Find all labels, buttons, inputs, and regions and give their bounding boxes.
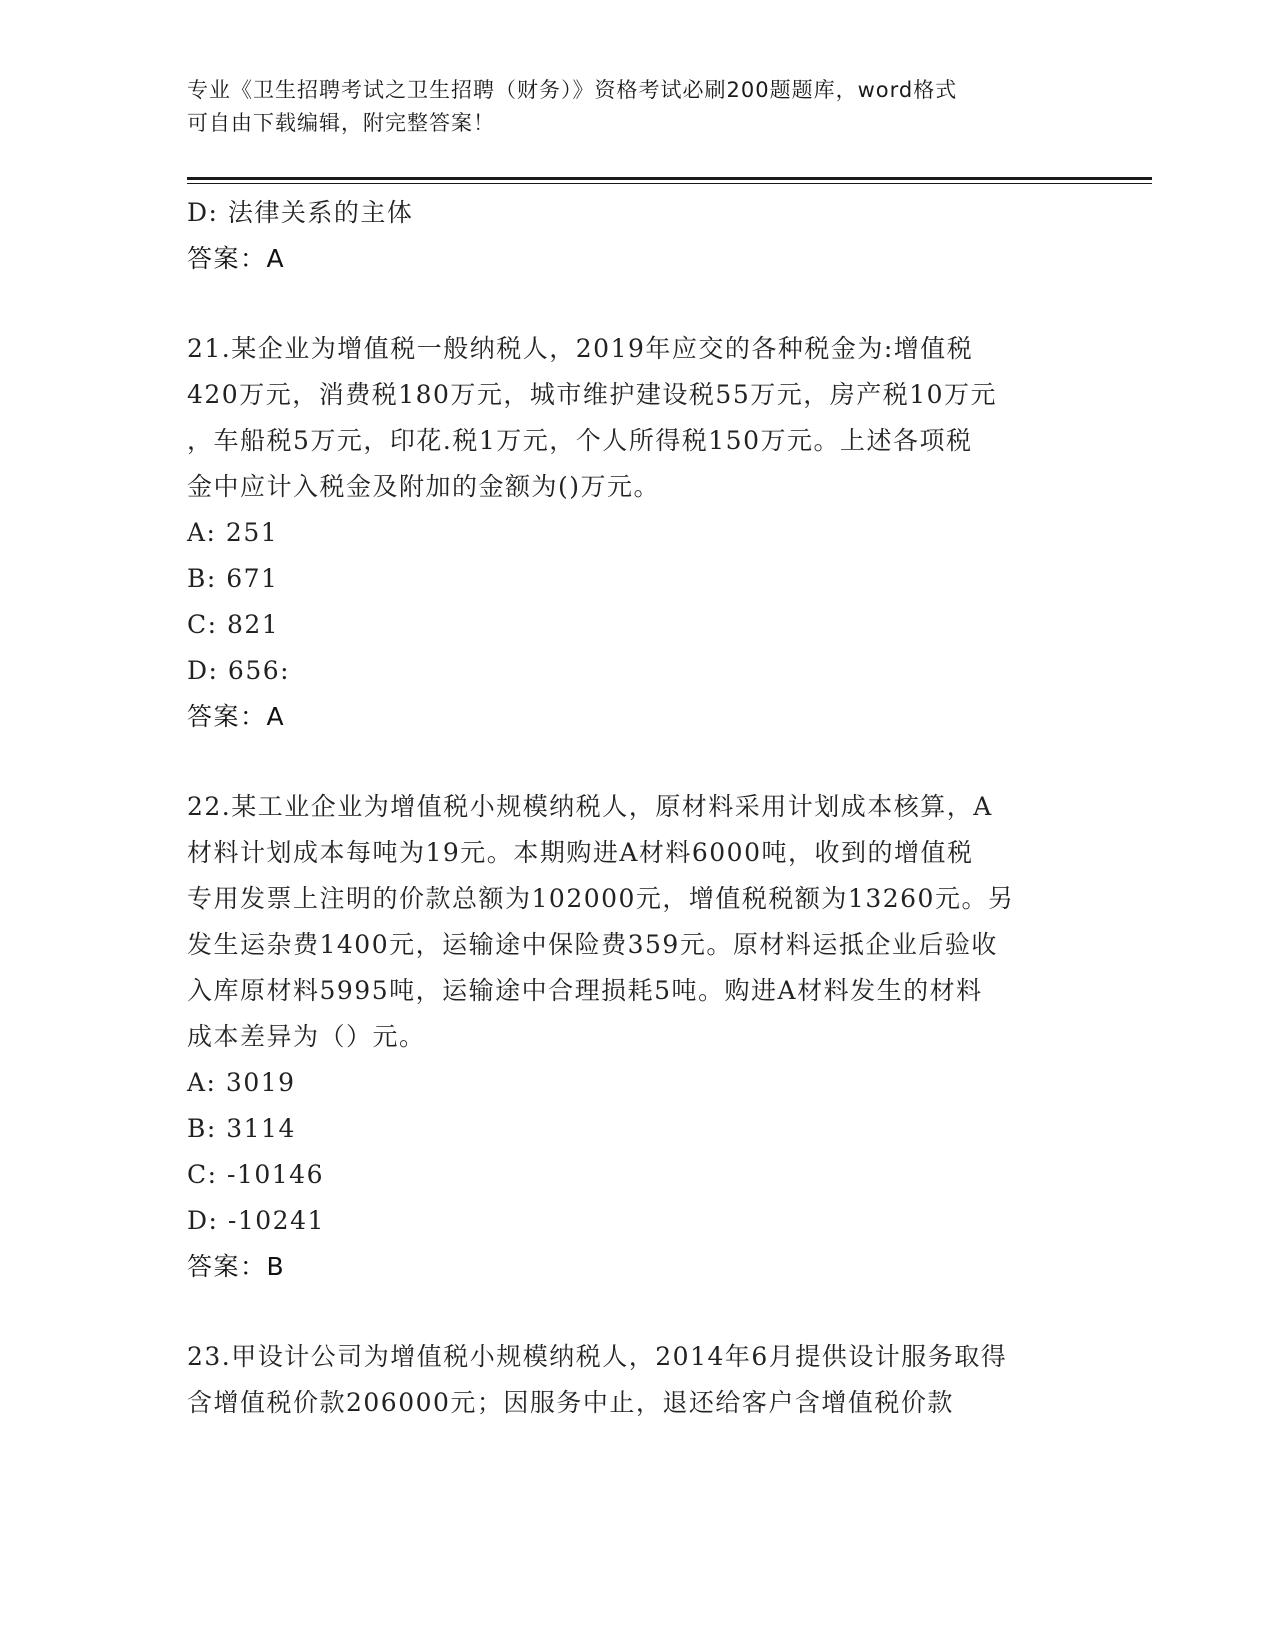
question-23-line-2: 含增值税价款206000元；因服务中止，退还给客户含增值税价款 — [187, 1388, 954, 1417]
question-21-answer: 答案：A — [187, 702, 286, 731]
header-rule-thick — [187, 177, 1152, 180]
spacer — [187, 740, 1087, 784]
question-21-option-a: A: 251 — [187, 518, 279, 547]
question-21 — [187, 326, 1087, 740]
question-22-line-5: 入库原材料5995吨，运输途中合理损耗5吨。购进A材料发生的材料 — [187, 976, 983, 1005]
document-content — [187, 190, 1087, 1426]
question-21-line-4: 金中应计入税金及附加的金额为()万元。 — [187, 472, 661, 501]
question-21-line-2: 420万元，消费税180万元，城市维护建设税55万元，房产税10万元 — [187, 380, 998, 409]
question-22-line-3: 专用发票上注明的价款总额为102000元，增值税税额为13260元。另 — [187, 884, 1015, 913]
spacer — [187, 1290, 1087, 1334]
header-rule-thin — [187, 183, 1152, 184]
question-22-option-c: C: -10146 — [187, 1160, 324, 1189]
question-22-option-d: D: -10241 — [187, 1206, 325, 1235]
question-21-line-1: 21.某企业为增值税一般纳税人，2019年应交的各种税金为:增值税 — [187, 334, 974, 363]
prev-answer: 答案：A — [187, 244, 286, 273]
question-23 — [187, 1334, 1087, 1426]
question-22-line-1: 22.某工业企业为增值税小规模纳税人，原材料采用计划成本核算，A — [187, 792, 993, 821]
question-22-line-4: 发生运杂费1400元，运输途中保险费359元。原材料运抵企业后验收 — [187, 930, 998, 959]
prev-option-d: D: 法律关系的主体 — [187, 198, 414, 227]
question-22 — [187, 784, 1087, 1290]
question-22-option-a: A: 3019 — [187, 1068, 296, 1097]
question-21-option-c: C: 821 — [187, 610, 280, 639]
header-line-2: 可自由下载编辑，附完整答案！ — [187, 111, 495, 135]
question-23-line-1: 23.甲设计公司为增值税小规模纳税人，2014年6月提供设计服务取得 — [187, 1342, 1008, 1371]
question-22-answer: 答案：B — [187, 1252, 286, 1281]
header-line-1: 专业《卫生招聘考试之卫生招聘（财务）》资格考试必刷200题题库，word格式 — [187, 78, 958, 102]
question-21-line-3: ，车船税5万元，印花.税1万元，个人所得税150万元。上述各项税 — [187, 426, 973, 455]
question-22-line-6: 成本差异为（）元。 — [187, 1022, 426, 1051]
spacer — [187, 282, 1087, 326]
document-header — [187, 74, 1087, 140]
question-22-line-2: 材料计划成本每吨为19元。本期购进A材料6000吨，收到的增值税 — [187, 838, 974, 867]
question-21-option-b: B: 671 — [187, 564, 279, 593]
question-22-option-b: B: 3114 — [187, 1114, 296, 1143]
question-21-option-d: D: 656: — [187, 656, 291, 685]
